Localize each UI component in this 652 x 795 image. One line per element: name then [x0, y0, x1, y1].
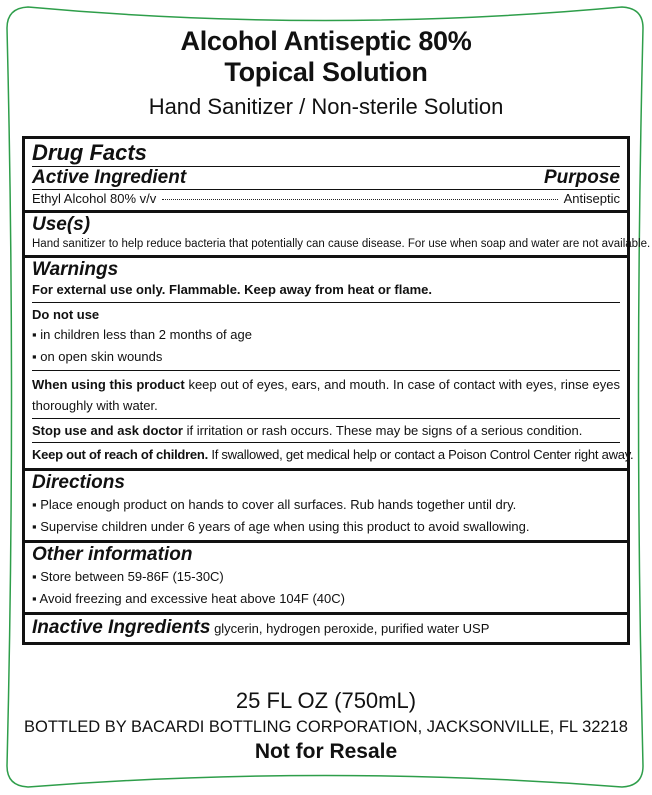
do-not-use-item: ▪ in children less than 2 months of age: [32, 327, 252, 342]
bottled-by: BOTTLED BY BACARDI BOTTLING CORPORATION, JACKSONVILLE, FL 32218: [24, 718, 628, 736]
other-info-section: [22, 540, 630, 612]
directions-item: ▪ Supervise children under 6 years of age when using this product to avoid swallowing.: [32, 519, 530, 534]
keep-out-text: If swallowed, get medical help or contact a Poison Control Center right away.: [207, 447, 634, 462]
when-using-block: [32, 370, 620, 418]
drug-facts-panel: [22, 136, 651, 645]
active-ingredient-heading: Active Ingredient: [32, 167, 187, 188]
warnings-title: Warnings: [32, 259, 119, 280]
stop-use-label: Stop use and ask doctor: [32, 423, 183, 438]
ingredient-name: Ethyl Alcohol 80% v/v: [32, 191, 157, 206]
ingredient-purpose: Antiseptic: [563, 191, 620, 206]
inactive-ingredients-title: Inactive Ingredients: [32, 617, 211, 638]
directions-section: [22, 468, 630, 540]
label-footer: [0, 688, 652, 764]
when-using-label: When using this product: [32, 377, 185, 392]
do-not-use-block: [32, 302, 620, 370]
keep-out-label: Keep out of reach of children.: [32, 447, 208, 462]
directions-item: ▪ Place enough product on hands to cover all surfaces. Rub hands together until dry.: [32, 497, 517, 512]
directions-title: Directions: [32, 472, 125, 493]
leader-dots: [162, 199, 557, 200]
keep-out-block: [32, 442, 634, 466]
external-use-warning: For external use only. Flammable. Keep away from heat or flame.: [32, 282, 432, 297]
uses-section: [22, 210, 651, 255]
product-title-line1: Alcohol Antiseptic 80%: [180, 26, 472, 56]
active-ingredient-header: [32, 167, 620, 190]
stop-use-block: [32, 418, 620, 442]
do-not-use-item: ▪ on open skin wounds: [32, 349, 163, 364]
product-subtitle: Hand Sanitizer / Non-sterile Solution: [148, 94, 504, 119]
do-not-use-title: Do not use: [32, 307, 100, 322]
warnings-section: [22, 255, 634, 468]
other-info-item: ▪ Avoid freezing and excessive heat above 104F (40C): [32, 591, 345, 606]
net-volume: 25 FL OZ (750mL): [235, 688, 417, 713]
inactive-ingredients-text: glycerin, hydrogen peroxide, purified water USP: [210, 621, 490, 636]
purpose-heading: Purpose: [543, 167, 620, 188]
not-for-resale: Not for Resale: [254, 740, 398, 763]
stop-use-text: if irritation or rash occurs. These may be signs of a serious condition.: [182, 423, 583, 438]
drug-facts-box: [22, 136, 630, 210]
inactive-ingredients-section: [22, 612, 630, 645]
uses-title: Use(s): [32, 214, 91, 235]
when-using-text: keep out of eyes, ears, and mouth. In case of contact with eyes, rinse eyes thoroughly with water.: [32, 377, 620, 413]
product-title-line2: Topical Solution: [224, 57, 428, 87]
ingredient-row: [32, 190, 620, 208]
label-header: [0, 26, 652, 124]
uses-text: Hand sanitizer to help reduce bacteria that potentially can cause disease. For use when soap and water are not available.: [32, 238, 651, 250]
drug-facts-title: Drug Facts: [32, 140, 620, 167]
other-info-item: ▪ Store between 59-86F (15-30C): [32, 569, 224, 584]
other-info-title: Other information: [32, 544, 193, 565]
